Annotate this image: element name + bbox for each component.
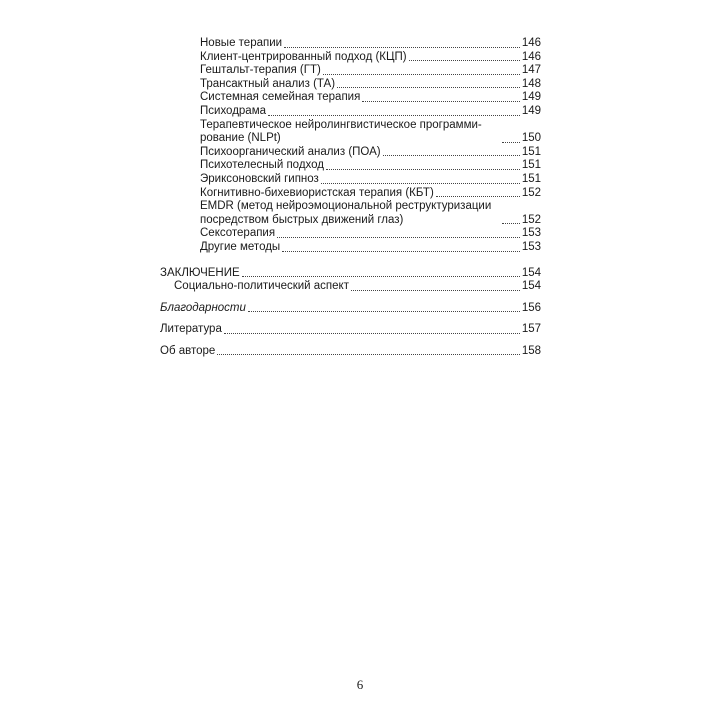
toc-entry	[160, 159, 541, 173]
toc-entry	[160, 241, 541, 255]
toc-entry-page: 154	[521, 280, 541, 293]
leader-dots	[242, 276, 520, 277]
toc-entry	[160, 187, 541, 201]
toc-entry-page: 153	[521, 227, 541, 240]
leader-dots	[282, 251, 520, 252]
toc-entry-label: Психотелесный подход	[200, 159, 325, 172]
toc-entry-label: Новые терапии	[200, 37, 283, 49]
toc-entry-page: 151	[521, 172, 541, 185]
toc-entry-page: 158	[521, 344, 541, 357]
toc-entry	[160, 119, 541, 146]
toc-entry	[160, 91, 541, 105]
leader-dots	[248, 311, 520, 312]
toc-entry-label: Эриксоновский гипноз	[200, 172, 319, 185]
toc-entry	[160, 200, 541, 227]
leader-dots	[502, 223, 520, 224]
toc-entry-page: 151	[521, 159, 541, 172]
leader-dots	[268, 115, 520, 116]
toc-entry-label: Системная семейная терапия	[200, 91, 361, 104]
toc-entry-label: Когнитивно-бихевиористская терапия (КБТ)	[200, 186, 434, 199]
leader-dots	[351, 290, 520, 291]
toc-entry-label: Терапевтическое нейролингвистическое программи-рование (NLPt)	[200, 118, 482, 145]
leader-dots	[277, 237, 520, 238]
toc-entry-label: Благодарности	[160, 301, 246, 314]
toc-entry	[160, 51, 541, 65]
toc-entry	[160, 37, 541, 51]
leader-dots	[224, 333, 520, 334]
toc-entry-label: Психоорганический анализ (ПОА)	[200, 145, 381, 158]
toc-entry-page: 156	[521, 301, 541, 314]
toc-entry-page: 152	[521, 186, 541, 199]
page-number: 6	[356, 677, 364, 692]
toc-entry-thanks	[160, 302, 541, 316]
toc-entry-label: Психодрама	[200, 104, 267, 117]
toc-entry-label: Об авторе	[160, 344, 216, 357]
toc-entry-label: Клиент-центрированный подход (КЦП)	[200, 50, 407, 63]
leader-dots	[409, 60, 520, 61]
toc-entry-page: 149	[521, 91, 541, 104]
table-of-contents	[160, 37, 541, 358]
toc-entry-page: 146	[521, 50, 541, 63]
toc-entry-label: Литература	[160, 323, 222, 336]
leader-dots	[284, 47, 520, 48]
toc-entry-page: 154	[521, 266, 541, 279]
leader-dots	[321, 183, 520, 184]
toc-entry	[160, 227, 541, 241]
toc-entry-label: Гештальт-терапия (ГТ)	[200, 64, 321, 77]
toc-entry-label: Социально-политический аспект	[174, 280, 349, 293]
toc-entry-page: 152	[521, 213, 541, 226]
toc-entry-conclusion	[160, 267, 541, 281]
toc-entry-label: EMDR (метод нейроэмоциональной реструктуризации посредством быстрых движений глаз)	[200, 200, 492, 226]
toc-entry	[160, 146, 541, 160]
toc-entry-page: 146	[521, 37, 541, 49]
toc-entry-page: 148	[521, 77, 541, 90]
leader-dots	[383, 155, 520, 156]
toc-entry-page: 149	[521, 104, 541, 117]
toc-entry-page: 147	[521, 64, 541, 77]
toc-entry	[160, 78, 541, 92]
toc-entry-page: 153	[521, 240, 541, 253]
leader-dots	[502, 142, 520, 143]
toc-entry-page: 150	[521, 132, 541, 145]
toc-entry	[160, 173, 541, 187]
toc-entry-page: 151	[521, 145, 541, 158]
toc-entry	[160, 105, 541, 119]
toc-entry-label: Сексотерапия	[200, 227, 276, 240]
toc-entry-social	[160, 280, 541, 294]
toc-entry-page: 157	[521, 323, 541, 336]
toc-entry-label: Другие методы	[200, 240, 281, 253]
toc-entry-author	[160, 345, 541, 359]
toc-entry	[160, 64, 541, 78]
leader-dots	[217, 354, 520, 355]
leader-dots	[337, 87, 520, 88]
toc-subsection-list	[160, 37, 541, 255]
leader-dots	[436, 196, 520, 197]
toc-entry-label: Трансактный анализ (ТА)	[200, 77, 336, 90]
leader-dots	[326, 169, 520, 170]
toc-entry-literature	[160, 323, 541, 337]
leader-dots	[323, 74, 520, 75]
leader-dots	[362, 101, 519, 102]
toc-entry-label: ЗАКЛЮЧЕНИЕ	[160, 266, 240, 279]
